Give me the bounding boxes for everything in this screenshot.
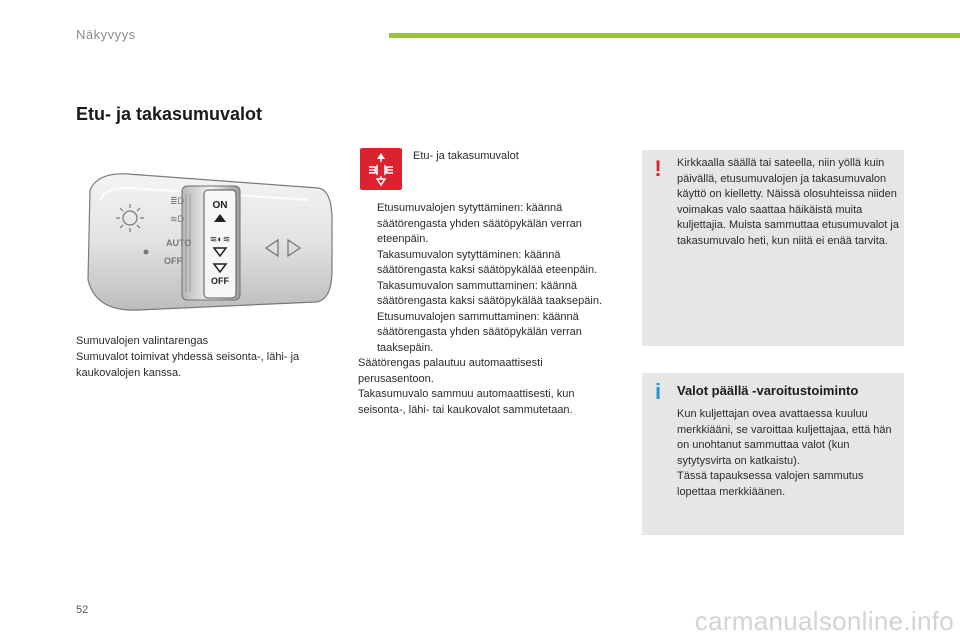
warning-panel [642,150,904,346]
instruction-item: Etusumuvalojen sytyttäminen: käännä säätörengasta yhden säätöpykälän verran eteenpäin. [377,202,582,245]
reset-note: Säätörengas palautuu automaattisesti perusasentoon. [358,357,543,385]
info-panel [642,373,904,535]
svg-text:≋◐≋: ≋◐≋ [209,234,231,244]
page-number: 52 [76,604,89,616]
warning-icon: ! [654,156,662,181]
warning-text: Kirkkaalla säällä tai sateella, niin yöllä kuin päivällä, etusumuvalojen ja takasumuvalon käyttö on kielletty. Näissä olosuhteissa niiden voimakas valo saattaa häikäistä muita kuljettajia. Muista sammuttaa etusumuvalot ja takasumuvalo heti, kun niitä ei enää tarvita. [677,157,899,247]
stalk-auto-marking: AUTO [166,238,192,248]
watermark: carmanualsonline.info [694,606,954,636]
stalk-caption [76,333,338,381]
light-stalk-illustration [78,160,334,328]
caption-title: Sumuvalojen valintarengas [76,335,209,347]
info-icon: i [654,379,662,404]
fog-lights-icon [360,148,402,190]
svg-text:≣D: ≣D [170,196,185,206]
section-label: Näkyvyys [76,27,136,42]
info-heading: Valot päällä -varoitustoiminto [677,383,859,398]
stalk-off-marking: OFF [164,256,182,266]
instruction-item: Etusumuvalojen sammuttaminen: käännä säätörengasta yhden säätöpykälän verran taaksepäin. [377,310,582,354]
instructions-column [358,201,620,418]
instruction-item: Takasumuvalon sammuttaminen: käännä säätörengasta kaksi säätöpykälää taaksepäin. [377,279,603,307]
stalk-off-marking-ring: OFF [211,276,229,286]
page-title: Etu- ja takasumuvalot [76,104,263,124]
svg-text:≋D: ≋D [170,214,185,224]
caption-text: Sumuvalot toimivat yhdessä seisonta-, lähi- ja kaukovalojen kanssa. [76,351,300,379]
info-text: Kun kuljettajan ovea avattaessa kuuluu merkkiääni, se varoittaa kuljettajaa, että hän on unohtanut sammuttaa valot (kun sytytysvirta on katkaistu). Tässä tapauksessa valojen sammutus lopettaa merkkiäänen. [677,408,892,498]
section-accent-bar [389,33,960,38]
instruction-item: Takasumuvalon sytyttäminen: käännä säätörengasta kaksi säätöpykälää eteenpäin. [377,248,598,276]
fog-lights-icon-label: Etu- ja takasumuvalot [413,150,519,162]
stalk-on-marking: ON [212,200,228,211]
auto-off-note: Takasumuvalo sammuu automaattisesti, kun seisonta-, lähi- tai kaukovalot sammutetaan. [358,388,575,416]
